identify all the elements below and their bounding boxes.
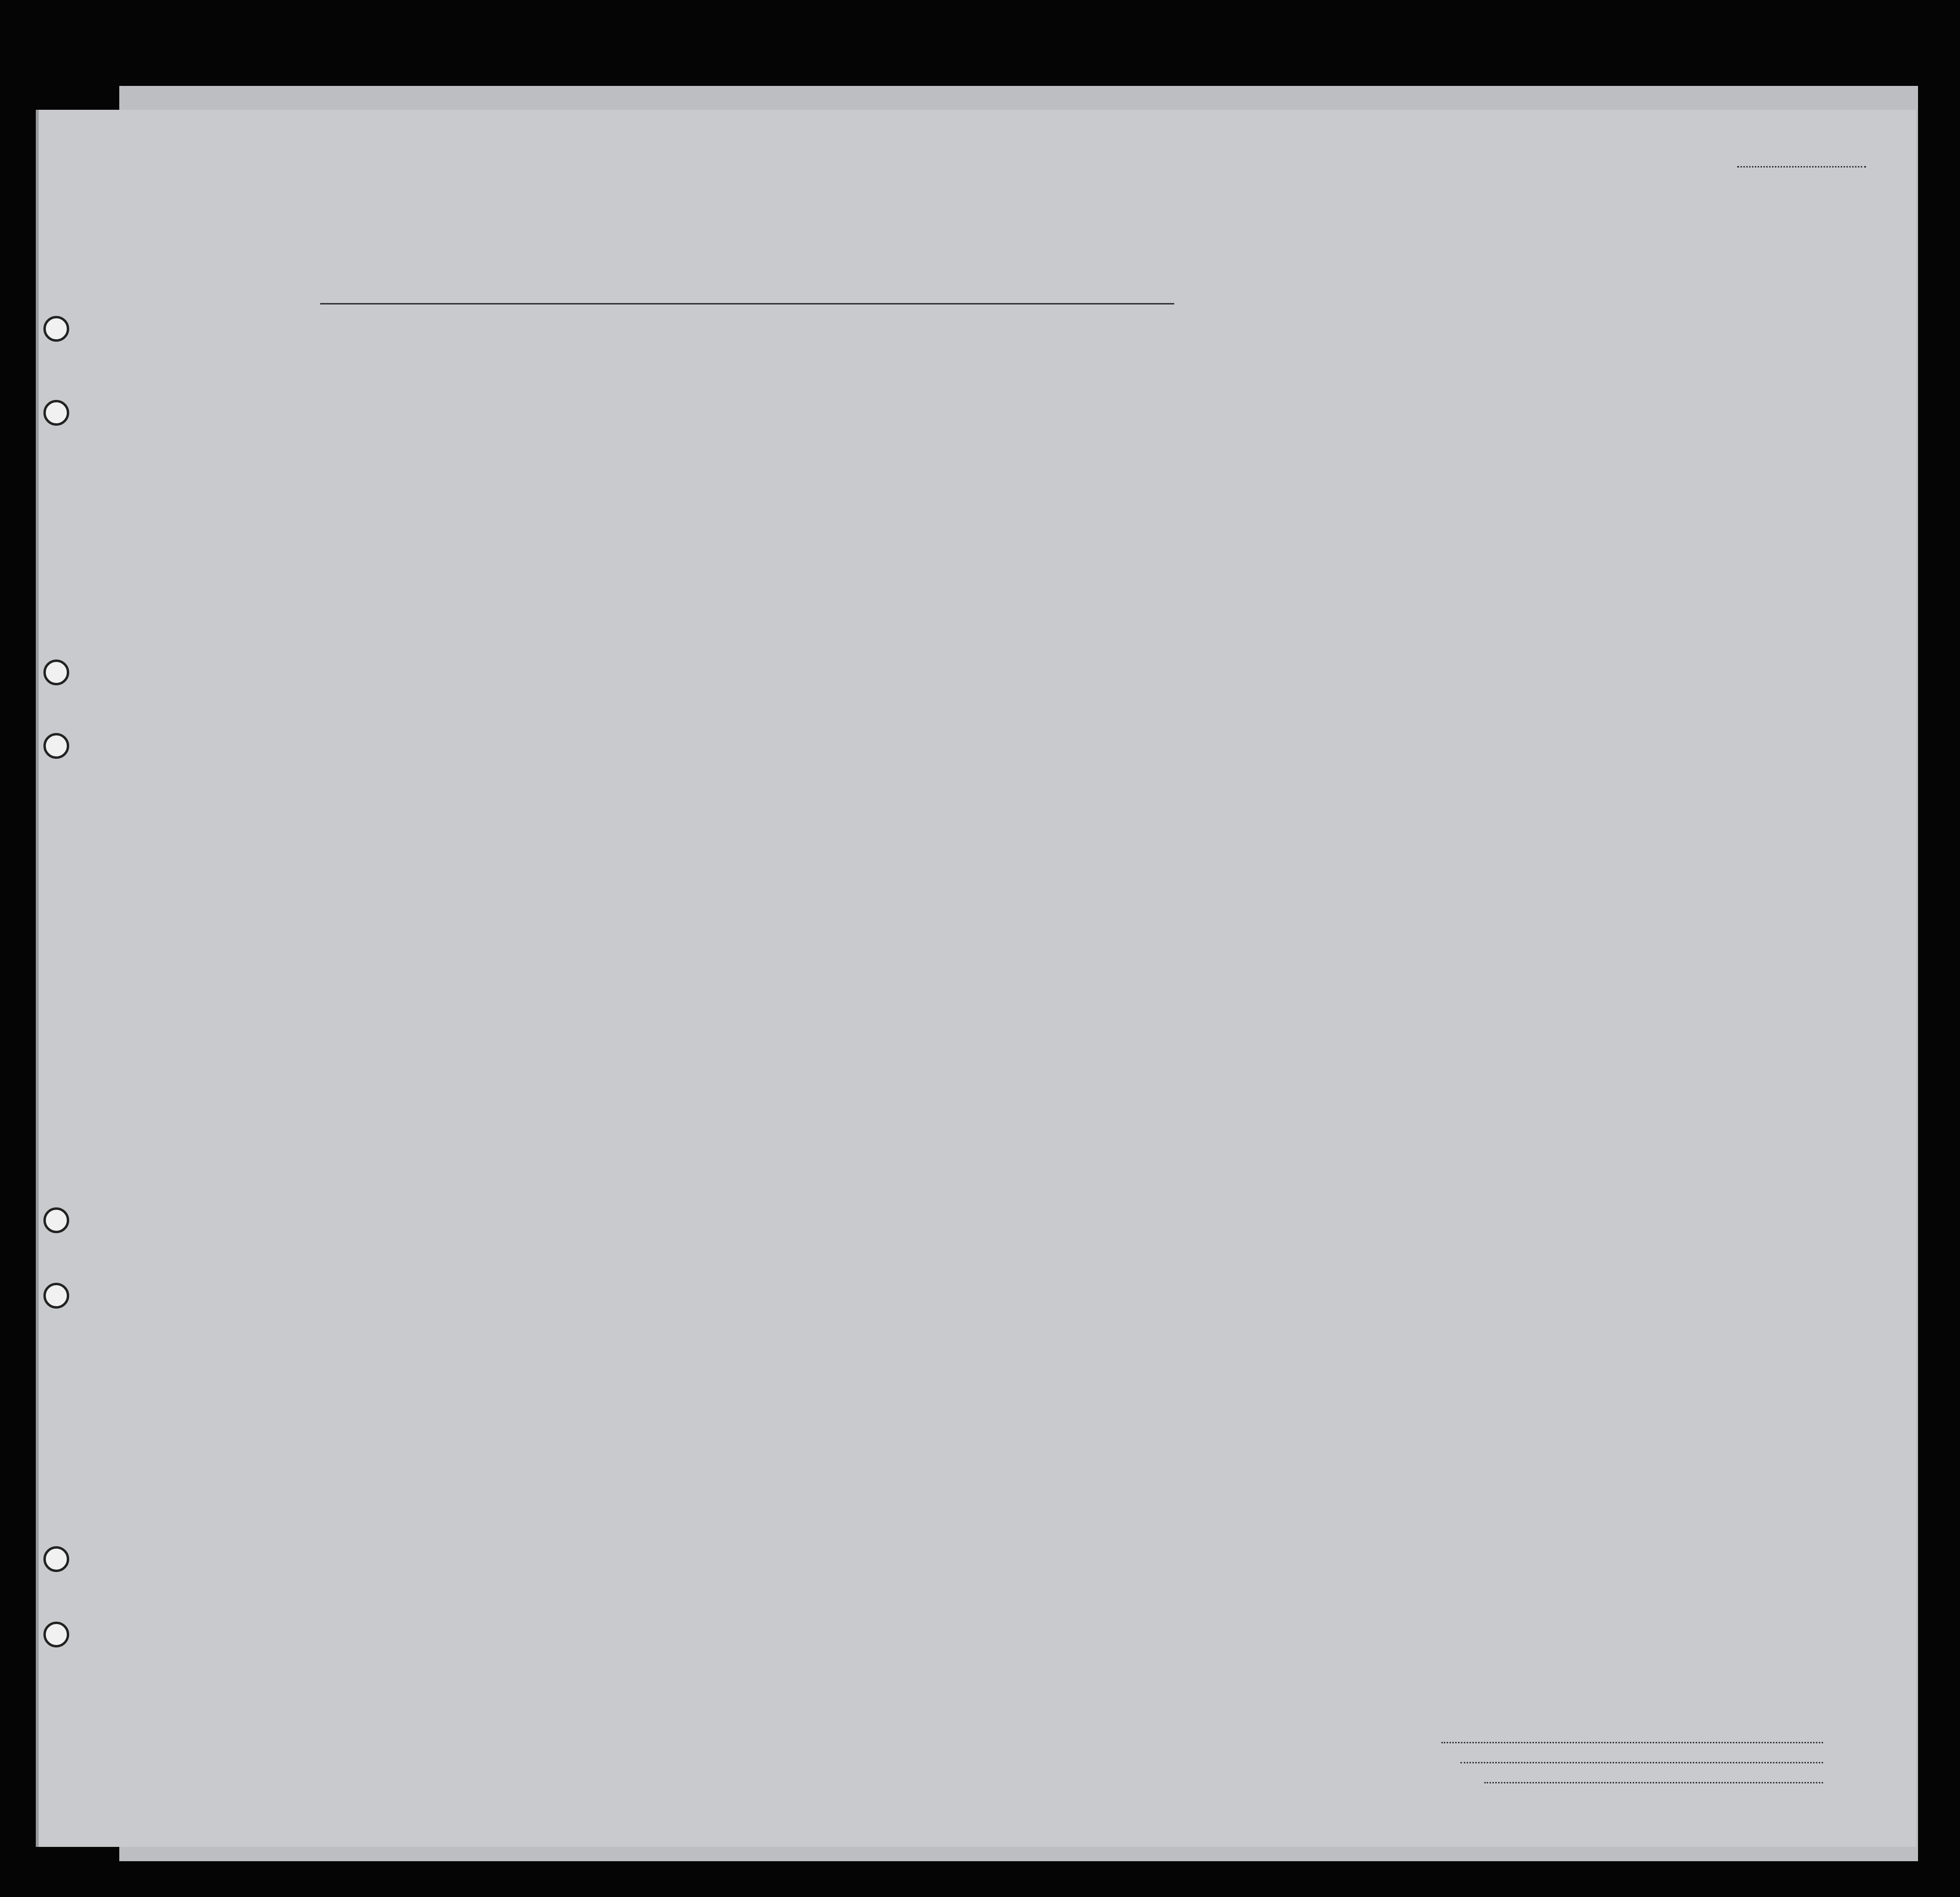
binder-hole: [43, 1207, 69, 1233]
date-line: [831, 303, 1174, 304]
binder-hole: [43, 1546, 69, 1572]
binder-hole: [43, 316, 69, 342]
line-field: [1441, 1742, 1823, 1743]
owners-field: [1460, 1762, 1823, 1763]
local-agents-field: [1484, 1782, 1823, 1783]
manifest-sheet: [36, 110, 1916, 1847]
binder-hole: [43, 660, 69, 685]
port-line: [320, 303, 835, 304]
binder-hole: [43, 400, 69, 426]
binder-hole: [43, 1283, 69, 1309]
binder-hole: [43, 1622, 69, 1647]
list-line: [1737, 166, 1866, 168]
manifest-grid: [86, 325, 1899, 1814]
binder-hole: [43, 733, 69, 759]
